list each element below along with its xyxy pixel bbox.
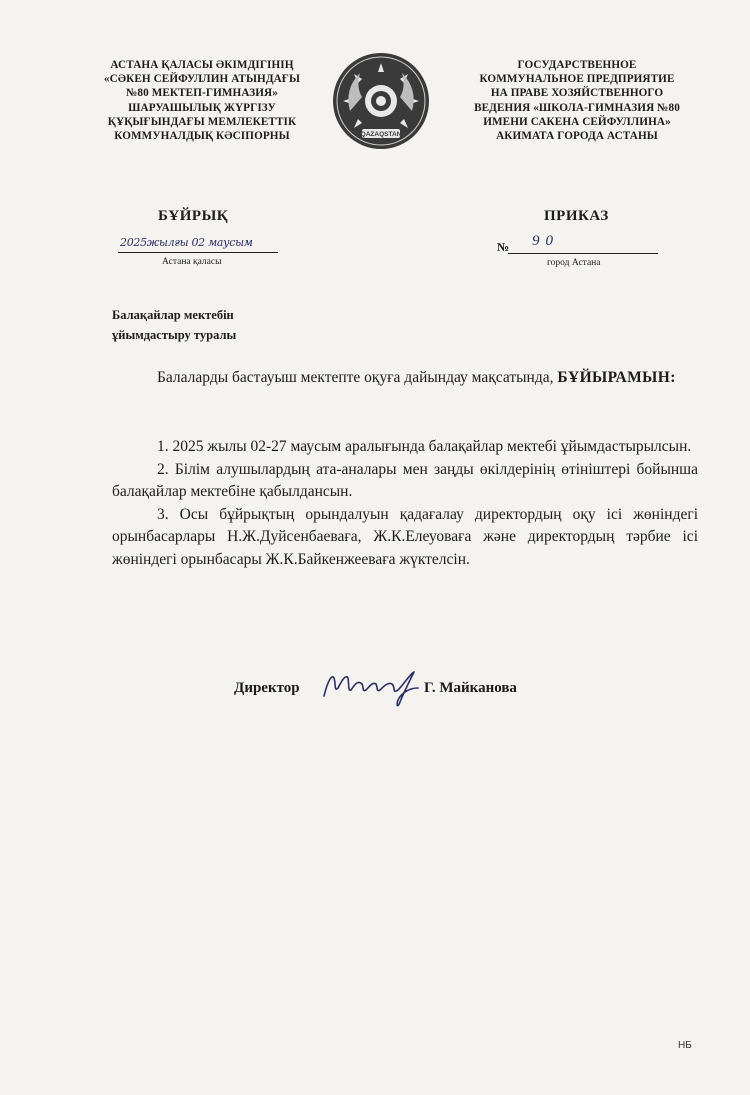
order-title-kz: БҰЙРЫҚ: [158, 208, 229, 224]
header-kz-line: №80 МЕКТЕП-ГИМНАЗИЯ»: [126, 87, 278, 100]
handwritten-order-number: 90: [532, 233, 559, 249]
handwritten-signature-icon: [318, 662, 426, 712]
order-number-label: №: [497, 240, 510, 254]
header-kz-line: «СӘКЕН СЕЙФУЛЛИН АТЫНДАҒЫ: [103, 73, 301, 86]
header-ru-line: ИМЕНИ САКЕНА СЕЙФУЛЛИНА»: [483, 115, 671, 128]
header-ru-line: ГОСУДАРСТВЕННОЕ: [517, 59, 637, 71]
order-items: [112, 436, 698, 571]
order-subject: [112, 305, 236, 345]
command-word: БҰЙЫРАМЫН:: [557, 369, 676, 386]
order-item: 3. Осы бұйрықтың орындалуын қадағалау директордың оқу ісі жөніндегі орынбасарлары Н.Ж.Дуйсенбаеваға, Ж.К.Елеуоваға және директордың тәрбие ісі жөніндегі орынбасары Ж.К.Байкенжееваға жүктелсін.: [112, 505, 698, 568]
handwritten-date: 2025жылғы 02 маусым: [120, 236, 253, 249]
order-title-ru: ПРИКАЗ: [544, 208, 609, 224]
header-kz-line: ҚҰҚЫҒЫНДАҒЫ МЕМЛЕКЕТТІК: [107, 115, 297, 128]
header-ru: [452, 58, 702, 143]
header-kz-line: АСТАНА ҚАЛАСЫ ӘКІМДІГІНІҢ: [110, 59, 294, 71]
signer-title: Директор: [234, 680, 300, 696]
state-emblem-icon: [330, 51, 432, 151]
subject-line: Балақайлар мектебін: [112, 308, 234, 322]
header-ru-line: КОММУНАЛЬНОЕ ПРЕДПРИЯТИЕ: [479, 73, 675, 86]
subject-line: ұйымдастыру туралы: [112, 328, 237, 342]
header-ru-line: ВЕДЕНИЯ «ШКОЛА-ГИМНАЗИЯ №80: [474, 101, 680, 114]
intro-text: Балаларды бастауыш мектепте оқуға дайындау мақсатында,: [157, 369, 554, 386]
city-kz: Астана қаласы: [162, 257, 222, 267]
header-ru-line: АКИМАТА ГОРОДА АСТАНЫ: [496, 130, 658, 143]
header-kz: [78, 58, 326, 143]
signer-name: Г. Майканова: [424, 680, 517, 696]
intro-paragraph: [112, 367, 698, 390]
date-underline: [118, 252, 278, 253]
svg-text:QAZAQSTAN: QAZAQSTAN: [360, 131, 402, 138]
header-ru-line: НА ПРАВЕ ХОЗЯЙСТВЕННОГО: [490, 87, 664, 100]
footer-code: НБ: [678, 1040, 692, 1051]
header-kz-line: ШАРУАШЫЛЫҚ ЖҮРГІЗУ: [128, 101, 276, 114]
order-item: 2. Білім алушылардың ата-аналары мен заңды өкілдерінің өтініштері бойынша балақайлар мектебіне қабылдансын.: [112, 460, 698, 500]
city-ru: город Астана: [547, 258, 601, 268]
number-underline: [508, 253, 658, 254]
header-kz-line: КОММУНАЛДЫҚ КӘСІПОРНЫ: [114, 130, 290, 143]
order-item: 1. 2025 жылы 02-27 маусым аралығында балақайлар мектебі ұйымдастырылсын.: [157, 438, 692, 455]
